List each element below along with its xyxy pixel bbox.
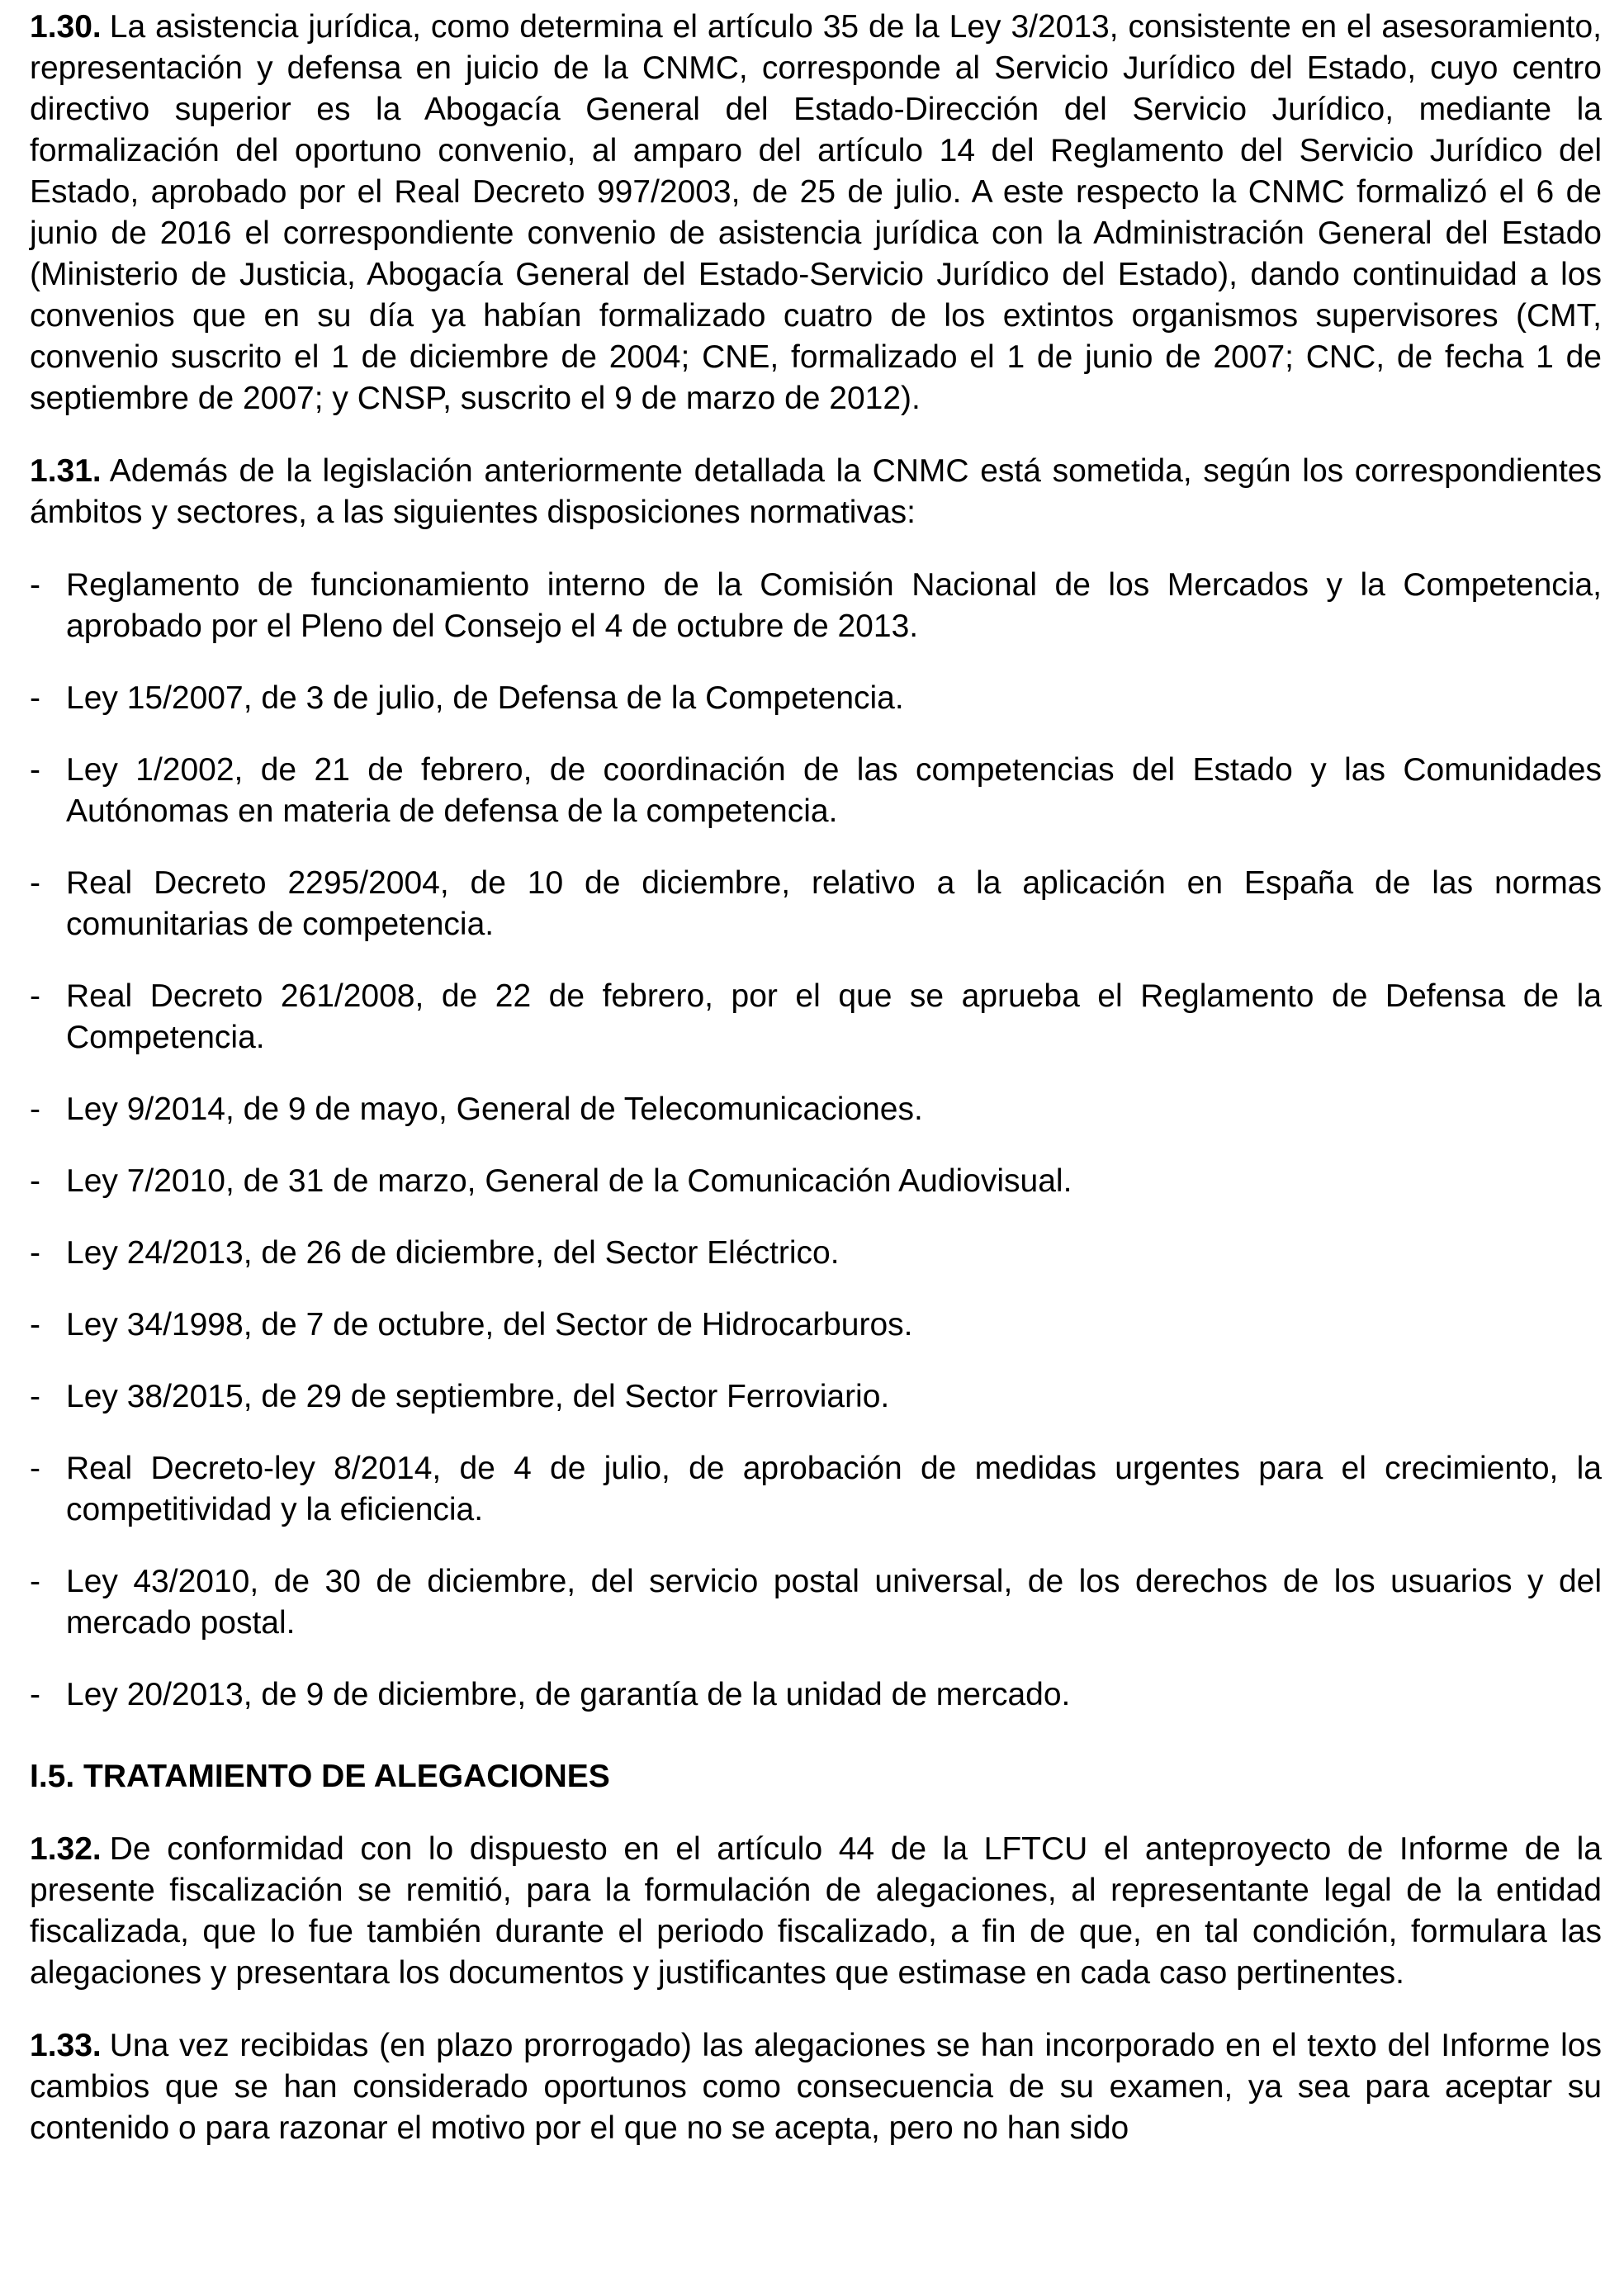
- list-item: [30, 565, 1602, 647]
- dash-bullet: -: [30, 1092, 40, 1127]
- paragraph-text: Una vez recibidas (en plazo prorrogado) las alegaciones se han incorporado en el texto del Informe los cambios que se han considerado oportunos como consecuencia de su examen, ya sea para aceptar su contenido o para razonar el motivo por el que no se acepta, pero no han sido: [30, 2028, 1602, 2146]
- list-item-text: Real Decreto 261/2008, de 22 de febrero, por el que se aprueba el Reglamento de Defensa de la Competencia.: [66, 978, 1602, 1055]
- paragraph-1-33: [30, 2025, 1602, 2149]
- paragraph-1-32: [30, 1829, 1602, 1994]
- list-item: [30, 678, 1602, 719]
- list-item-text: Ley 38/2015, de 29 de septiembre, del Sector Ferroviario.: [66, 1379, 890, 1414]
- dash-bullet: -: [30, 1163, 40, 1199]
- list-item-text: Ley 24/2013, de 26 de diciembre, del Sector Eléctrico.: [66, 1235, 840, 1271]
- regulations-list: [30, 565, 1602, 1716]
- list-item-text: Ley 15/2007, de 3 de julio, de Defensa de la Competencia.: [66, 680, 904, 716]
- document-page: [30, 7, 1602, 2181]
- list-item-text: Real Decreto 2295/2004, de 10 de diciembre, relativo a la aplicación en España de las normas comunitarias de competencia.: [66, 865, 1602, 942]
- list-item-text: Ley 9/2014, de 9 de mayo, General de Telecomunicaciones.: [66, 1092, 923, 1127]
- dash-bullet: -: [30, 1564, 40, 1599]
- paragraph-text: De conformidad con lo dispuesto en el artículo 44 de la LFTCU el anteproyecto de Informe de la presente fiscalización se remitió, para la formulación de alegaciones, al representante legal de la entidad fiscalizada, que lo fue también durante el periodo fiscalizado, a fin de que, en tal condición, formulara las alegaciones y presentara los documentos y justificantes que estimase en cada caso pertinentes.: [30, 1831, 1602, 1991]
- list-item-text: Reglamento de funcionamiento interno de la Comisión Nacional de los Mercados y la Competencia, aprobado por el Pleno del Consejo el 4 de octubre de 2013.: [66, 567, 1602, 644]
- list-item: [30, 976, 1602, 1058]
- section-heading: I.5. TRATAMIENTO DE ALEGACIONES: [30, 1759, 610, 1794]
- list-item-text: Ley 7/2010, de 31 de marzo, General de la Comunicación Audiovisual.: [66, 1163, 1072, 1199]
- dash-bullet: -: [30, 1307, 40, 1343]
- list-item: [30, 750, 1602, 832]
- list-item-text: Ley 20/2013, de 9 de diciembre, de garantía de la unidad de mercado.: [66, 1677, 1071, 1712]
- paragraph-number: 1.33.: [30, 2028, 102, 2063]
- list-item-text: Real Decreto-ley 8/2014, de 4 de julio, de aprobación de medidas urgentes para el crecimiento, la competitividad y la eficiencia.: [66, 1451, 1602, 1527]
- dash-bullet: -: [30, 1235, 40, 1271]
- paragraph-text: La asistencia jurídica, como determina el artículo 35 de la Ley 3/2013, consistente en el asesoramiento, representación y defensa en juicio de la CNMC, corresponde al Servicio Jurídico del Estado, cuyo centro directivo superior es la Abogacía General del Estado-Dirección del Servicio Jurídico, mediante la formalización del oportuno convenio, al amparo del artículo 14 del Reglamento del Servicio Jurídico del Estado, aprobado por el Real Decreto 997/2003, de 25 de julio. A este respecto la CNMC formalizó el 6 de junio de 2016 el correspondiente convenio de asistencia jurídica con la Administración General del Estado (Ministerio de Justicia, Abogacía General del Estado-Servicio Jurídico del Estado), dando continuidad a los convenios que en su día ya habían formalizado cuatro de los extintos organismos supervisores (CMT, convenio suscrito el 1 de diciembre de 2004; CNE, formalizado el 1 de junio de 2007; CNC, de fecha 1 de septiembre de 2007; y CNSP, suscrito el 9 de marzo de 2012).: [30, 9, 1602, 416]
- list-item: [30, 1674, 1602, 1716]
- paragraph-text: Además de la legislación anteriormente detallada la CNMC está sometida, según los correspondientes ámbitos y sectores, a las siguientes disposiciones normativas:: [30, 453, 1602, 530]
- list-item: [30, 1305, 1602, 1346]
- dash-bullet: -: [30, 978, 40, 1014]
- list-item: [30, 1161, 1602, 1202]
- dash-bullet: -: [30, 865, 40, 901]
- paragraph-1-31: [30, 451, 1602, 533]
- list-item: [30, 1376, 1602, 1418]
- dash-bullet: -: [30, 1451, 40, 1486]
- list-item: [30, 863, 1602, 945]
- list-item: [30, 1448, 1602, 1531]
- list-item: [30, 1089, 1602, 1130]
- paragraph-number: 1.32.: [30, 1831, 102, 1867]
- dash-bullet: -: [30, 1379, 40, 1414]
- paragraph-1-30: [30, 7, 1602, 419]
- list-item-text: Ley 34/1998, de 7 de octubre, del Sector de Hidrocarburos.: [66, 1307, 913, 1343]
- dash-bullet: -: [30, 1677, 40, 1712]
- list-item-text: Ley 43/2010, de 30 de diciembre, del servicio postal universal, de los derechos de los usuarios y del mercado postal.: [66, 1564, 1602, 1641]
- dash-bullet: -: [30, 752, 40, 788]
- paragraph-number: 1.31.: [30, 453, 102, 489]
- dash-bullet: -: [30, 567, 40, 603]
- dash-bullet: -: [30, 680, 40, 716]
- paragraph-number: 1.30.: [30, 9, 102, 45]
- list-item: [30, 1561, 1602, 1644]
- list-item: [30, 1233, 1602, 1274]
- list-item-text: Ley 1/2002, de 21 de febrero, de coordinación de las competencias del Estado y las Comunidades Autónomas en materia de defensa de la competencia.: [66, 752, 1602, 829]
